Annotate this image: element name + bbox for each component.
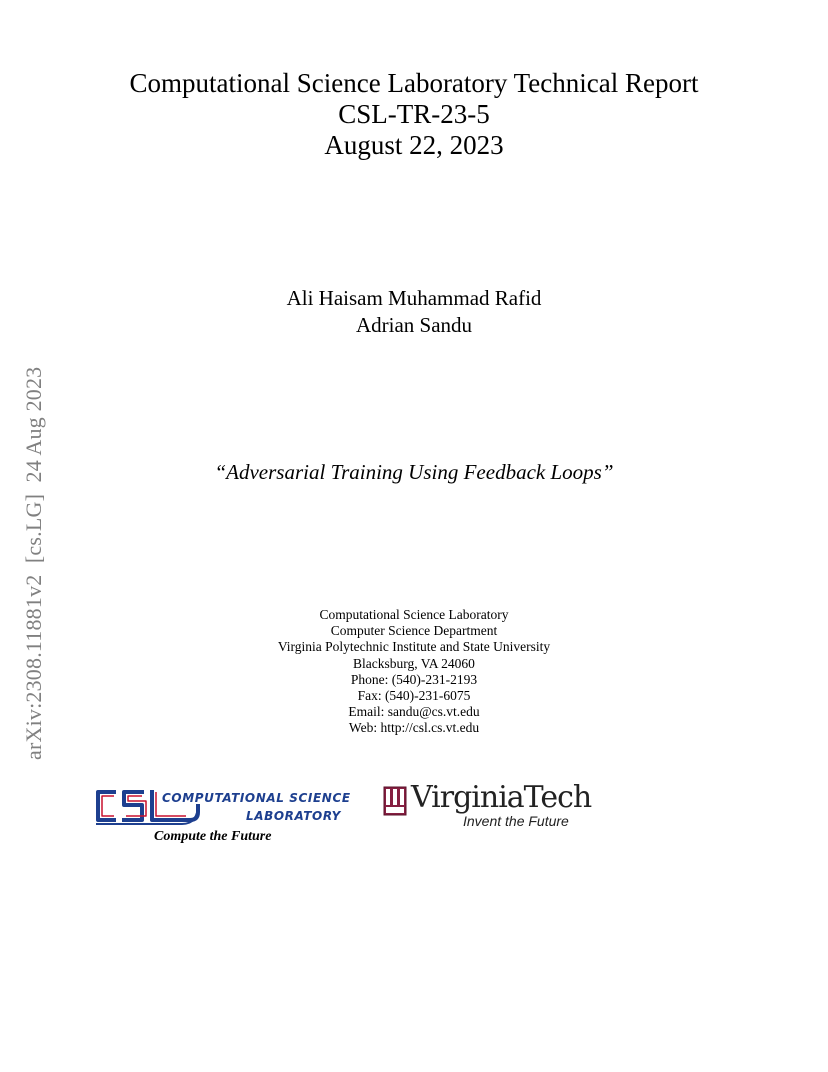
csl-logo-line1: COMPUTATIONAL SCIENCE [162, 791, 351, 805]
vt-wordmark: VirginiaTech [411, 780, 592, 815]
contact-email[interactable]: Email: sandu@cs.vt.edu [348, 704, 480, 720]
contact-web-link[interactable]: Web: http://csl.cs.vt.edu [348, 720, 480, 736]
vt-tagline: Invent the Future [463, 813, 569, 829]
csl-logo-line2: LABORATORY [246, 809, 341, 823]
contact-block [0, 607, 828, 737]
vt-seal-icon [383, 786, 407, 816]
contact-line: Virginia Polytechnic Institute and State University [277, 639, 551, 655]
contact-line: Fax: (540)-231-6075 [357, 688, 471, 704]
arxiv-stamp-text: arXiv:2308.11881v2 [cs.LG] 24 Aug 2023 [21, 366, 46, 760]
contact-line: Computer Science Department [330, 623, 498, 639]
report-number: CSL-TR-23-5 [338, 99, 490, 129]
contact-line: Blacksburg, VA 24060 [353, 655, 475, 671]
report-lab-title: Computational Science Laboratory Technical Report [129, 68, 699, 98]
paper-title: “Adversarial Training Using Feedback Loops” [214, 460, 614, 484]
author-name: Ali Haisam Muhammad Rafid [286, 286, 542, 310]
arxiv-stamp[interactable] [21, 285, 55, 760]
contact-line: Computational Science Laboratory [319, 607, 509, 622]
report-date: August 22, 2023 [324, 130, 504, 160]
csl-tagline: Compute the Future [154, 829, 272, 844]
author-name: Adrian Sandu [355, 313, 473, 337]
contact-line: Phone: (540)-231-2193 [350, 671, 478, 687]
